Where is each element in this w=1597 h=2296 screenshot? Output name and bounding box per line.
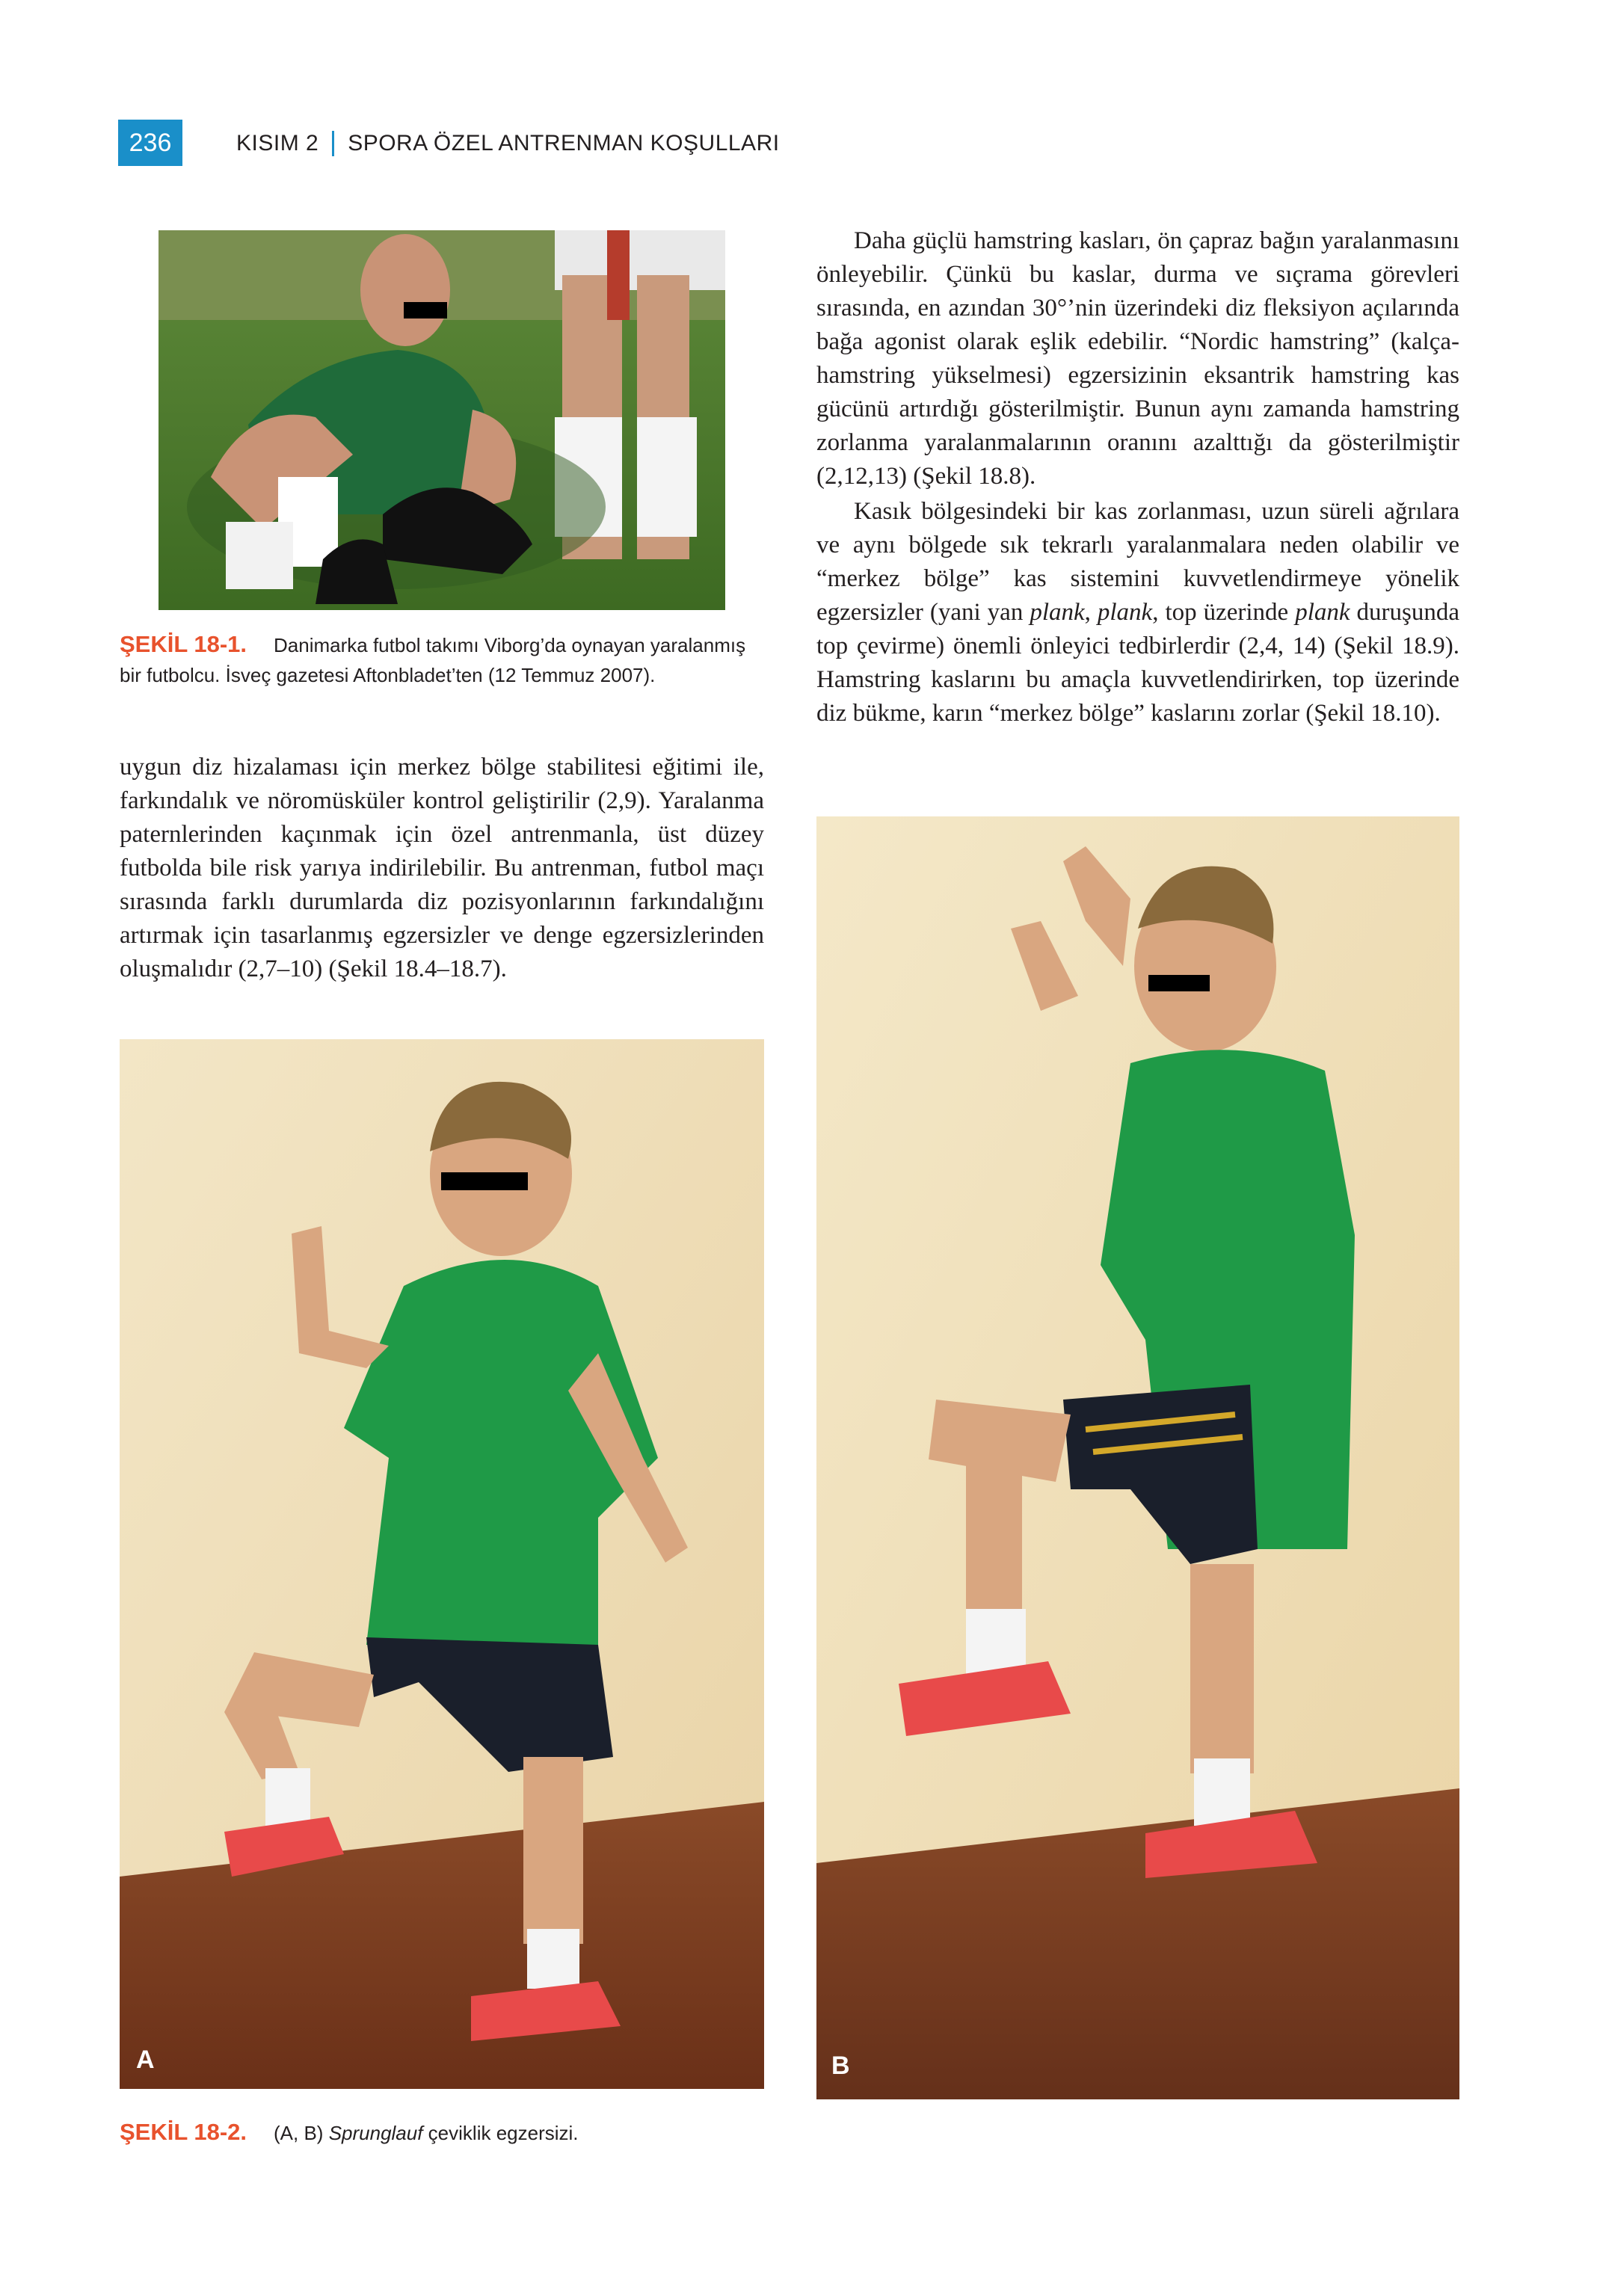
- header-divider: [332, 131, 334, 156]
- figure-18-2-caption: [120, 2117, 867, 2148]
- text-run: Kasık bölgesindeki bir kas zorlanması, uzun süreli ağrılara ve aynı bölgede sık tekrarlı yaralanmalara neden olabilir ve “merkez bölge” kas sistemini kuvvetlendirmeye yönelik egzersizler (yani yan: [816, 498, 1459, 626]
- figure-18-2-caption-prefix: (A, B): [274, 2122, 329, 2144]
- italic-term: plank: [1097, 599, 1153, 626]
- body-paragraph: Daha güçlü hamstring kasları, ön çapraz bağın yaralanmasını önleyebilir. Çünkü bu kaslar, durma ve sıçrama görevleri sırasında, en azından 30°’nin üzerindeki diz fleksiyon açılarında bağa agonist olarak eşlik edebilir. “Nordic hamstring” (kalça-hamstring yükselmesi) egzersizinin eksantrik hamstring kas gücünü artırdığı gösterilmiştir. Bunun aynı zamanda hamstring zorlanma yaralanmalarının oranını azalttığı da gösterilmiştir (2,12,13) (Şekil 18.8).: [816, 227, 1459, 490]
- page-number: 236: [118, 120, 182, 166]
- section-title: SPORA ÖZEL ANTRENMAN KOŞULLARI: [348, 131, 780, 156]
- italic-term: plank: [1030, 599, 1085, 626]
- right-column: [816, 224, 1459, 730]
- figure-18-1-caption-text: Danimarka futbol takımı Viborg’da oynayan yaralanmış bir futbolcu. İsveç gazetesi Aftonbladet’ten (12 Temmuz 2007).: [120, 634, 746, 686]
- figure-18-2-photo-a: [120, 1039, 764, 2089]
- part-label: KISIM 2: [236, 131, 319, 156]
- italic-term: plank: [1295, 599, 1350, 626]
- figure-18-2-label: ŞEKİL 18-2.: [120, 2119, 247, 2145]
- figure-18-1-label: ŞEKİL 18-1.: [120, 631, 247, 657]
- figure-18-2-caption-suffix: çeviklik egzersizi.: [422, 2122, 579, 2144]
- figure-18-2-photo-b: [816, 816, 1459, 2099]
- text-run: ,: [1084, 599, 1098, 626]
- text-run: duruşunda top çevirme) önemli önleyici tedbirlerdir (2,4, 14) (Şekil 18.9). Hamstring kaslarını bu amaçla kuvvetlendirirken, top üzerinde diz bükme, karın “merkez bölge” kaslarını zorlar (Şekil 18.10).: [816, 599, 1459, 727]
- text-run: , top üzerinde: [1152, 599, 1296, 626]
- panel-label-b: B: [831, 2052, 850, 2080]
- figure-18-1-caption: [120, 630, 764, 690]
- figure-18-1-photo: [159, 230, 725, 610]
- figure-18-2-caption-italic: Sprunglauf: [328, 2122, 423, 2144]
- body-paragraph: [816, 495, 1459, 730]
- body-paragraph: uygun diz hizalaması için merkez bölge stabilitesi eğitimi ile, farkındalık ve nöromüsküler kontrol geliştirilir (2,9). Yaralanma paternlerinden kaçınmak için özel antrenmanla, üst düzey futbolda bile risk yarıya indirilebilir. Bu antrenman, futbol maçı sırasında farklı durumlarda diz pozisyonlarının farkındalığını artırmak için tasarlanmış egzersizler ve denge egzersizlerinden oluşmalıdır (2,7–10) (Şekil 18.4–18.7).: [120, 754, 764, 982]
- panel-label-a: A: [136, 2046, 155, 2074]
- left-column: [120, 751, 764, 986]
- running-head: [236, 127, 780, 160]
